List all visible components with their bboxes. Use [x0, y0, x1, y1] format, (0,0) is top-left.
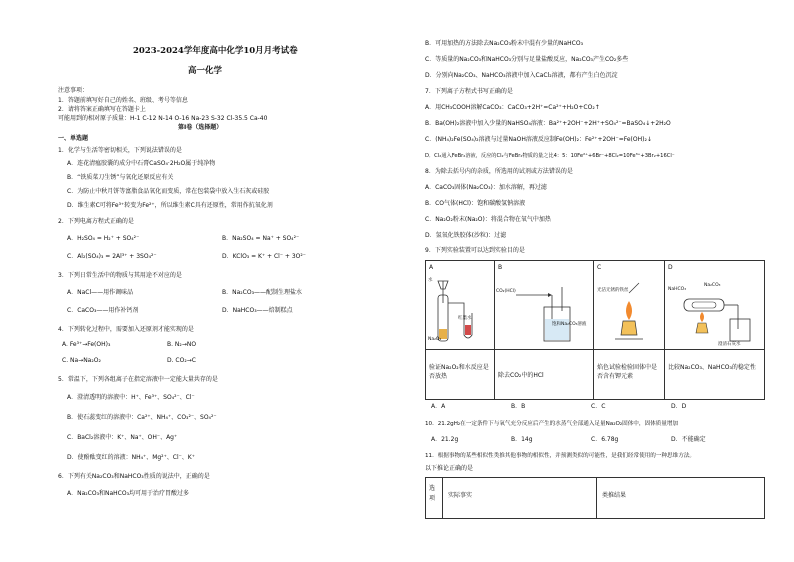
label-gas: CO₂(HCl) [496, 289, 516, 294]
section-heading: 一、单选题 [58, 135, 89, 142]
option: A．H₂SO₄ = H₂⁺ + SO₄²⁻ [67, 235, 140, 242]
atomic-masses: 可能用到的相对原子质量：H-1 C-12 N-14 O-16 Na-23 S-32 Cl-35.5 Ca-40 [58, 115, 268, 122]
notes-item: 1．答题前填写好自己的姓名、班级、考号等信息 [58, 97, 188, 104]
col-header-a: A [429, 264, 434, 271]
header-fact: 实际事实 [448, 492, 473, 499]
label-solution: 饱和Na₂CO₃溶液 [552, 322, 587, 327]
option: A．A [431, 403, 446, 410]
option: D．KClO₃ = K⁺ + Cl⁻ + 3O²⁻ [222, 253, 306, 260]
question-5: 5．常温下，下列各组离子在指定溶液中一定能大量共存的是 [58, 376, 218, 383]
analogy-table [425, 477, 765, 519]
label-water: 水 [428, 278, 433, 283]
option: C．Al₂(SO₄)₃ = 2Al³⁺ + 3SO₄²⁻ [67, 253, 157, 260]
option: D．Cl₂通入FeBr₂溶液，反应的Cl₂与FeBr₂物质的量之比4：5：10Fe²⁺+6Br⁻+8Cl₂=10Fe³⁺+3Br₂+16Cl⁻ [425, 153, 675, 159]
apparatus-b-figure [496, 273, 592, 347]
question-6: 6．下列有关Na₂CO₃和NaHCO₃性质的说法中，正确的是 [58, 473, 210, 480]
question-11: 11．根据事物的某些相似性类推其他事物的相似性，并预测类似的可能性，是我们经常使用的一种思维方法。 [425, 453, 696, 459]
label-red-ink: 红墨水 [458, 316, 472, 321]
column-divider [664, 261, 665, 399]
option: B．B [511, 403, 526, 410]
desc-d: 比较Na₂CO₃、NaHCO₃的稳定性 [668, 364, 756, 371]
question-4: 4．下列转化过程中，需要加入还原剂才能实现的是 [58, 326, 194, 333]
column-divider [593, 261, 594, 399]
label-limewater: 澄清石灰水 [718, 342, 741, 347]
label-na2o2: Na₂O₂ [428, 337, 442, 342]
option: C．BaCl₂溶液中：K⁺、Na⁺、OH⁻、Ag⁺ [67, 434, 178, 441]
option: C．等质量的Na₂CO₃和NaHCO₃分别与足量盐酸反应，Na₂CO₃产生CO₂多些 [425, 56, 629, 63]
exam-title: 2023-2024学年度高中化学10月月考试卷 [133, 46, 298, 56]
desc-b: 除去CO₂中的HCl [498, 372, 544, 379]
question-7: 7．下列离子方程式书写正确的是 [425, 88, 513, 95]
label-iron-wire: 光洁无锈的铁丝 [597, 288, 629, 293]
col-header-c: C [597, 264, 602, 271]
option: D．NaHCO₃——焙制糕点 [222, 307, 293, 314]
option: B．Ba(OH)₂溶液中加入少量的NaHSO₄溶液：Ba²⁺+2OH⁻+2H⁺+SO₄²⁻=BaSO₄↓+2H₂O [425, 120, 671, 127]
column-divider [596, 478, 597, 518]
subject-title: 高一化学 [188, 66, 223, 76]
experiment-table [425, 260, 765, 400]
option: B．可用加热的方法除去Na₂CO₃粉末中混有少量的NaHCO₃ [425, 40, 583, 47]
option: B. N₂→NO [167, 341, 197, 348]
right-page [397, 0, 794, 562]
notes-item: 2．请将答案正确填写在答题卡上 [58, 106, 146, 113]
option: B．CO气体(HCl)：饱和碳酸氢钠溶液 [425, 200, 526, 207]
option: D．D [671, 403, 687, 410]
option: D．不能确定 [671, 436, 706, 443]
option: A．Na₂CO₃和NaHCO₃均可用于治疗胃酸过多 [67, 490, 189, 497]
question-3: 3．下列日常生活中的物质与其用途不对应的是 [58, 272, 182, 279]
label-nahco3: NaHCO₃ [668, 287, 686, 292]
option: A．21.2g [431, 436, 459, 443]
question-8: 8．为除去括号内的杂质，所选用的试剂或方法错误的是 [425, 168, 573, 175]
question-2: 2．下列电离方程式正确的是 [58, 218, 134, 225]
part-title: 第Ⅰ卷（选择题） [178, 124, 223, 131]
option: C．6.78g [591, 436, 619, 443]
apparatus-a-figure [428, 273, 492, 347]
option: B．14g [511, 436, 533, 443]
header-option: 选项 [429, 485, 436, 502]
notes-heading: 注意事项： [58, 87, 89, 94]
option: D．氢氧化铁胶体(沙粒)：过滤 [425, 232, 507, 239]
row-divider [426, 349, 764, 350]
option: D. CO₂→C [167, 357, 196, 364]
desc-a: 验证Na₂O₂和水反应是否放热 [429, 364, 489, 380]
question-9: 9．下列实验装置可以达到实验目的是 [425, 247, 525, 254]
option: B．使石蕊变红的溶液中：Ca²⁺、NH₄⁺、CO₃²⁻、SO₄²⁻ [67, 414, 217, 421]
option: C．(NH₄)₂Fe(SO₄)₂溶液与过量NaOH溶液反应制Fe(OH)₂：Fe²⁺+2OH⁻=Fe(OH)₂↓ [425, 136, 652, 143]
option: C. Na→Na₂O₂ [62, 357, 101, 364]
option: C．为防止中秋月饼等富脂食品氧化而变质，常在包装袋中放入生石灰或硅胶 [67, 188, 270, 195]
option: B．Na₂SO₄ = Na⁺ + SO₄²⁻ [222, 235, 300, 242]
option: D．维生素C可将Fe³⁺转变为Fe²⁺，所以维生素C具有还原性，常用作抗氧化剂 [67, 202, 273, 209]
column-divider [494, 261, 495, 399]
option: A．连花清瘟胶囊的成分中石膏CaSO₄·2H₂O属于纯净物 [67, 160, 216, 167]
option: A．NaCl——用作调味品 [67, 289, 134, 296]
question-11-line2: 以下推论正确的是 [425, 465, 474, 472]
option: A．CaCO₃固体(Na₂CO₃)：加水溶解，再过滤 [425, 184, 547, 191]
option: C．CaCO₃——用作补钙剂 [67, 307, 139, 314]
desc-c: 焰色试验检验固体中是否含有钾元素 [597, 364, 658, 380]
label-na2co3: Na₂CO₃ [704, 283, 721, 288]
apparatus-c-figure [595, 273, 663, 347]
col-header-b: B [498, 264, 503, 271]
option: B．Na₂CO₃——配制生理盐水 [222, 289, 303, 296]
question-1: 1．化学与生活等密切相关，下列说法错误的是 [58, 147, 182, 154]
option: C．C [591, 403, 606, 410]
option: A．澄清透明的溶液中：H⁺、Fe³⁺、SO₄²⁻、Cl⁻ [67, 394, 195, 401]
option: C．Na₂O₂粉末(Na₂O)：将混合物在氧气中加热 [425, 216, 551, 223]
question-10: 10．21.2gH₂在一定条件下与氧气充分反应后产生的水蒸气全部通入足量Na₂O₂固体中，固体质量增加 [425, 421, 679, 427]
option: D．使酚酞变红的溶液：NH₄⁺、Mg²⁺、Cl⁻、K⁺ [67, 454, 195, 461]
option: D．分别向Na₂CO₃、NaHCO₃溶液中加入CaCl₂溶液，都有产生白色沉淀 [425, 72, 618, 79]
header-inference: 类推结果 [602, 492, 627, 499]
option: A. Fe³⁺→Fe(OH)₃ [62, 341, 111, 348]
option: B．“铁质菜刀生锈”与氧化还原反应有关 [67, 174, 174, 181]
option: A．用CH₃COOH溶解CaCO₃：CaCO₃+2H⁺=Ca²⁺+H₂O+CO₂↑ [425, 104, 600, 111]
col-header-d: D [668, 264, 673, 271]
column-divider [442, 478, 443, 518]
apparatus-d-figure [666, 273, 762, 347]
